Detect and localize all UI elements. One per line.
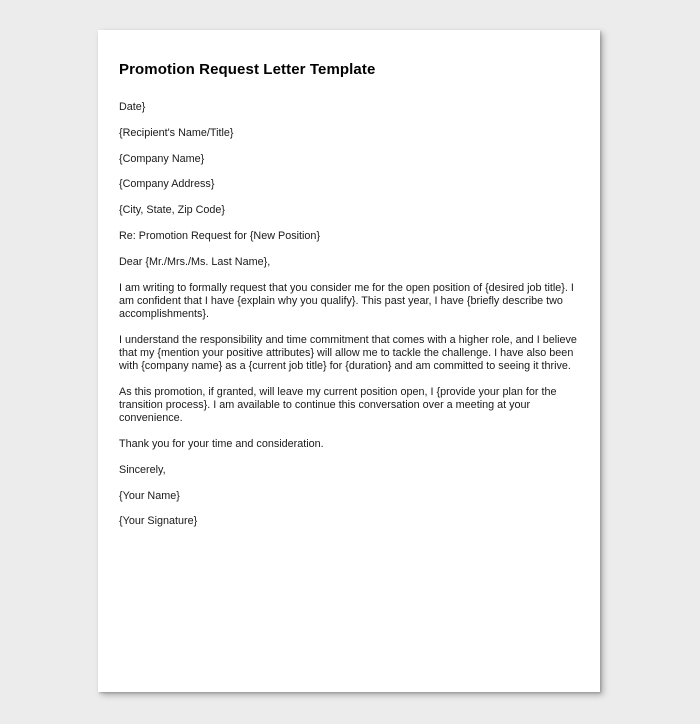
letter-content xyxy=(119,60,581,528)
salutation: Dear {Mr./Mrs./Ms. Last Name}, xyxy=(119,255,271,268)
header-line-recipient: {Recipient's Name/Title} xyxy=(119,126,234,139)
body-paragraph-4: Thank you for your time and consideration. xyxy=(119,438,324,451)
header-line-city-state-zip: {City, State, Zip Code} xyxy=(119,204,226,217)
closing-your-signature: {Your Signature} xyxy=(119,515,198,528)
body-paragraph-3: As this promotion, if granted, will leave my current position open, I {provide your plan for the transition process}. I am available to continue this conversation over a meeting at your convenience. xyxy=(119,386,557,425)
letter-page xyxy=(98,30,600,692)
body-paragraph-1: I am writing to formally request that you consider me for the open position of {desired job title}. I am confident that I have {explain why you qualify}. This past year, I have {briefly describe two accomplishments}. xyxy=(119,281,574,321)
closing-your-name: {Your Name} xyxy=(119,489,180,502)
closing-salutation: Sincerely, xyxy=(119,463,166,476)
header-line-subject: Re: Promotion Request for {New Position} xyxy=(119,229,321,242)
page-title: Promotion Request Letter Template xyxy=(119,61,376,78)
header-line-company-address: {Company Address} xyxy=(119,178,215,191)
body-paragraph-2: I understand the responsibility and time commitment that comes with a higher role, and I believe that my {mention your positive attributes} will allow me to tackle the challenge. I have also been with {company name} as a {current job title} for {duration} and am committed to seeing it thrive. xyxy=(119,333,577,373)
header-line-date: Date} xyxy=(119,101,146,113)
header-line-company-name: {Company Name} xyxy=(119,152,205,165)
